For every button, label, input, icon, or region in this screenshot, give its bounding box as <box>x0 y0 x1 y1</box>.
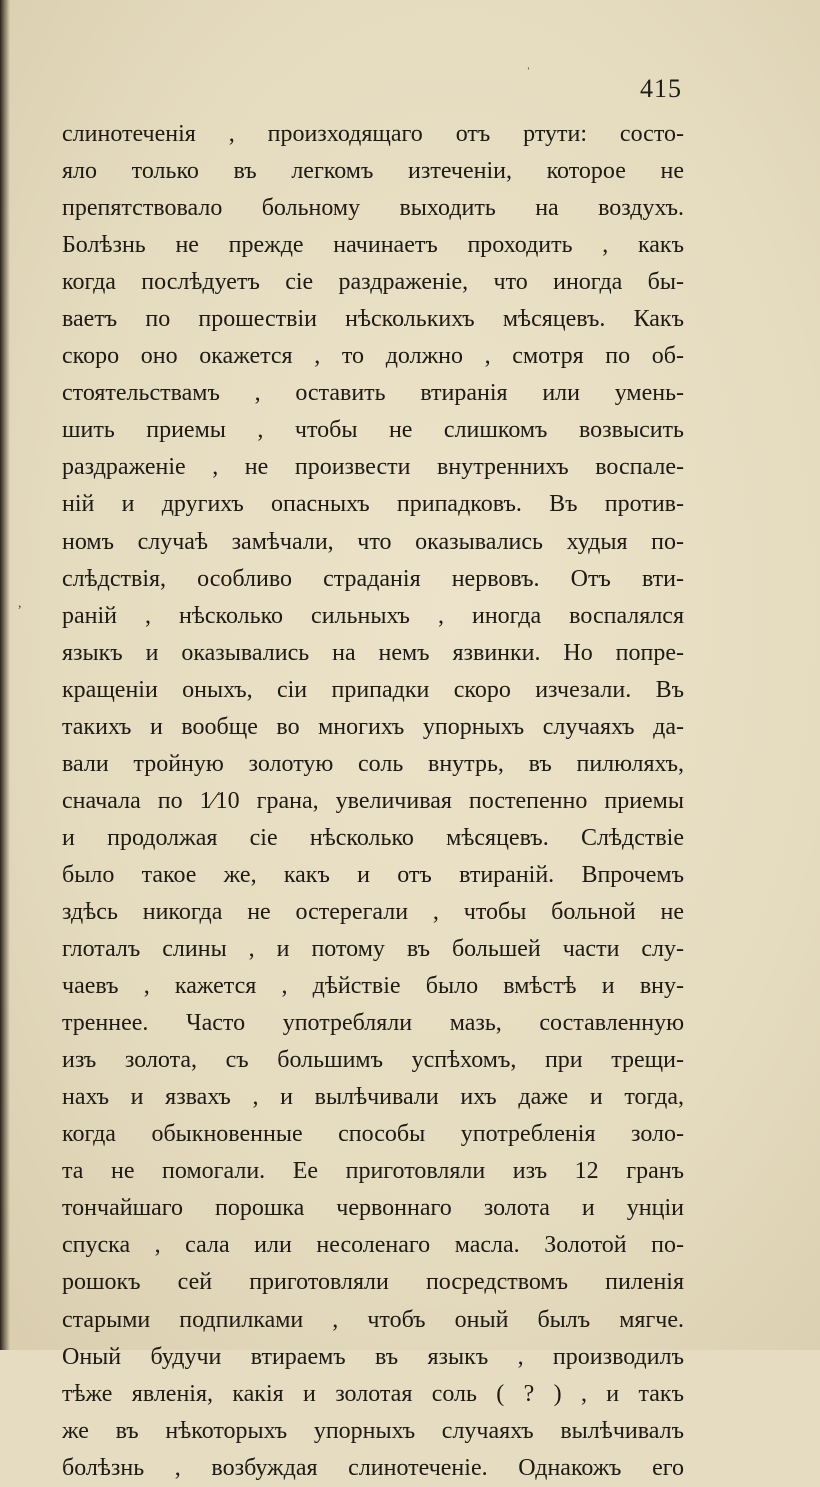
text-line: такихъ и вообще во многихъ упорныхъ случаяхъ да- <box>62 713 684 740</box>
text-line: языкъ и оказывались на немъ язвинки. Но попре- <box>62 639 684 666</box>
text-line: Болѣзнь не прежде начинаетъ проходить , какъ <box>62 232 684 259</box>
text-line: спуска , сала или несоленаго масла. Золотой по- <box>62 1232 684 1259</box>
text-line: рошокъ сей приготовляли посредствомъ пиленія <box>62 1269 684 1296</box>
text-line: раздраженіе , не произвести внутреннихъ воспале- <box>62 454 684 481</box>
text-line: та не помогали. Ее приготовляли изъ 12 гранъ <box>62 1158 684 1185</box>
print-speck: ˈ <box>526 66 531 81</box>
text-line: вали тройную золотую соль внутрь, въ пилюляхъ, <box>62 750 684 777</box>
body-text <box>62 116 684 1487</box>
text-line: тѣже явленія, какія и золотая соль ( ? ) , и такъ <box>62 1380 684 1407</box>
text-line: нахъ и язвахъ , и вылѣчивали ихъ даже и тогда, <box>62 1084 684 1111</box>
text-line: Оный будучи втираемъ въ языкъ , производилъ <box>62 1343 684 1370</box>
text-line: ній и другихъ опасныхъ припадковъ. Въ против- <box>62 491 684 518</box>
text-line: старыми подпилками , чтобъ оный былъ мягче. <box>62 1306 684 1333</box>
text-line: треннее. Часто употребляли мазь, составленную <box>62 1010 684 1037</box>
text-line: было такое же, какъ и отъ втираній. Впрочемъ <box>62 861 684 888</box>
text-line: раній , нѣсколько сильныхъ , иногда воспалялся <box>62 602 684 629</box>
text-line: скоро оно окажется , то должно , смотря по об- <box>62 343 684 370</box>
text-line: здѣсь никогда не остерегали , чтобы больной не <box>62 898 684 925</box>
text-line: яло только въ легкомъ изтеченіи, которое не <box>62 158 684 185</box>
text-line: тончайшаго порошка червоннаго золота и унціи <box>62 1195 684 1222</box>
text-line: слинотеченія , произходящаго отъ ртути: состо- <box>62 121 684 147</box>
print-speck: , <box>18 596 22 611</box>
text-line: и продолжая сіе нѣсколько мѣсяцевъ. Слѣдствіе <box>62 824 684 851</box>
text-line: когда обыкновенные способы употребленія золо- <box>62 1121 684 1148</box>
text-line: же въ нѣкоторыхъ упорныхъ случаяхъ вылѣчивалъ <box>62 1417 684 1444</box>
text-line: ваетъ по прошествіи нѣсколькихъ мѣсяцевъ. Какъ <box>62 306 684 333</box>
text-line: глоталъ слины , и потому въ большей части слу- <box>62 936 684 963</box>
text-line: номъ случаѣ замѣчали, что оказывались худыя по- <box>62 528 684 555</box>
text-line: когда послѣдуетъ сіе раздраженіе, что иногда бы- <box>62 269 684 296</box>
text-line: слѣдствія, особливо страданія нервовъ. Отъ вти- <box>62 565 684 592</box>
page-number: 415 <box>640 74 682 103</box>
text-line: изъ золота, съ большимъ успѣхомъ, при трещи- <box>62 1047 684 1074</box>
text-line: кращеніи оныхъ, сіи припадки скоро изчезали. Въ <box>62 676 684 703</box>
text-line: препятствовало больному выходить на воздухъ. <box>62 195 684 222</box>
page-spine-edge <box>0 0 10 1350</box>
text-line: шить приемы , чтобы не слишкомъ возвысить <box>62 417 684 444</box>
text-line: сначала по 1⁄10 грана, увеличивая постепенно приемы <box>62 787 684 814</box>
text-line: стоятельствамъ , оставить втиранія или умень- <box>62 380 684 407</box>
text-line: чаевъ , кажется , дѣйствіе было вмѣстѣ и вну- <box>62 973 684 1000</box>
text-line: болѣзнь , возбуждая слинотеченіе. Однакожъ его <box>62 1454 684 1481</box>
